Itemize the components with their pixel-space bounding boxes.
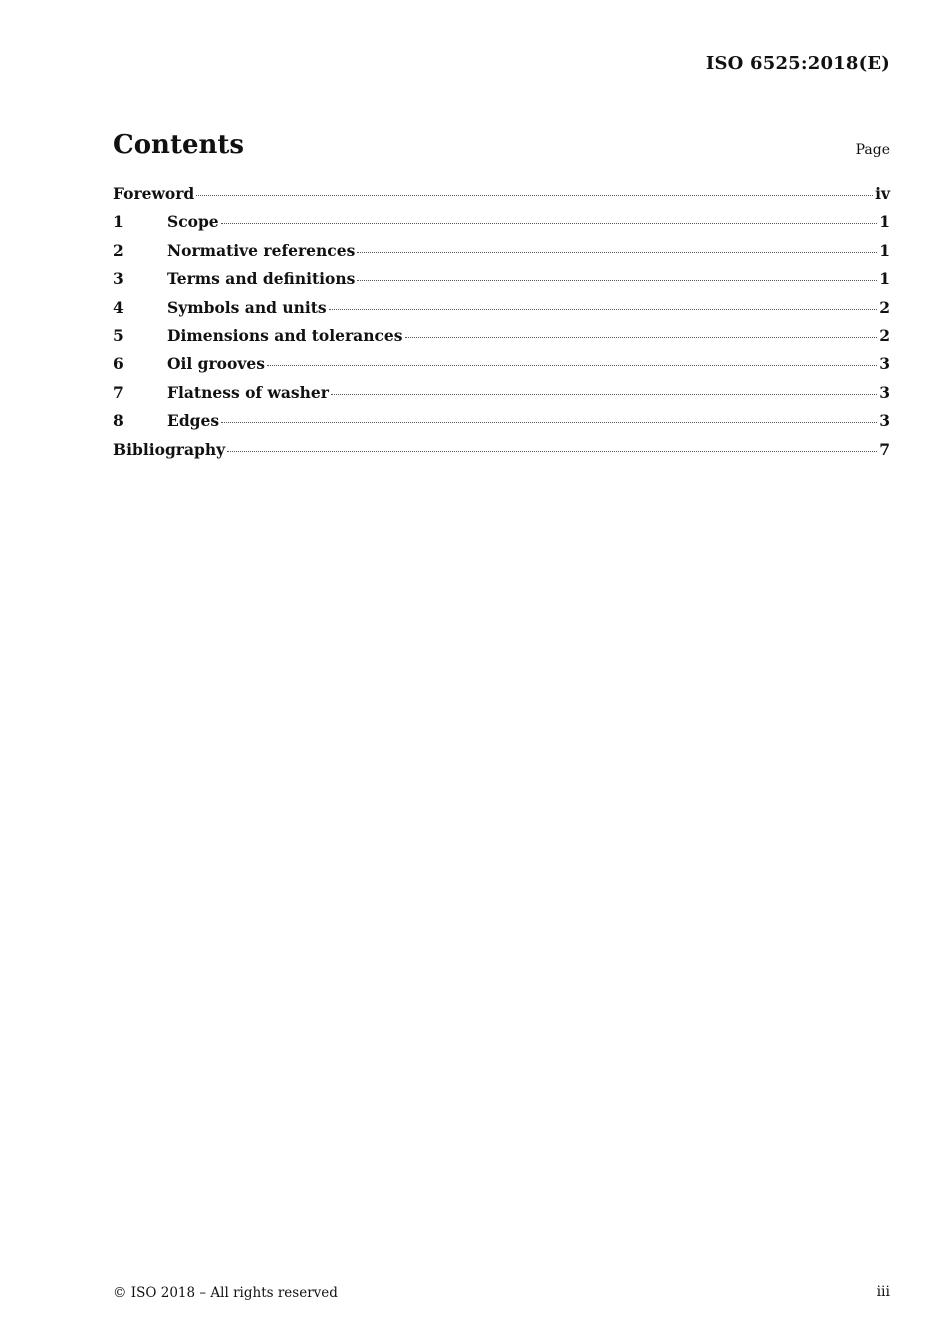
toc-entry-number: 7 <box>113 382 124 402</box>
dot-leader <box>405 337 878 338</box>
toc-entry-label: Symbols and units <box>167 297 327 317</box>
toc-entry-bibliography[interactable] <box>113 440 890 468</box>
toc-entry-label: Scope <box>167 212 219 232</box>
copyright-notice: © ISO 2018 – All rights reserved <box>113 1285 338 1301</box>
toc-entry-page: 1 <box>879 212 890 232</box>
toc-entry-label: Terms and definitions <box>167 269 356 289</box>
toc-entry-number: 4 <box>113 297 124 317</box>
toc-entry-number: 1 <box>113 212 124 232</box>
dot-leader <box>357 252 877 253</box>
toc-entry-scope[interactable] <box>113 212 890 240</box>
toc-entry-page: 2 <box>879 297 890 317</box>
toc-entry-flatness-of-washer[interactable] <box>113 383 890 411</box>
toc-entry-symbols-and-units[interactable] <box>113 298 890 326</box>
toc-entry-page: 2 <box>879 325 890 345</box>
toc-entry-page: 3 <box>879 354 890 374</box>
document-identifier: ISO 6525:2018(E) <box>705 53 890 74</box>
dot-leader <box>331 394 877 395</box>
toc-entry-label: Bibliography <box>113 439 226 459</box>
toc-entry-edges[interactable] <box>113 411 890 439</box>
toc-entry-page: iv <box>875 184 890 203</box>
toc-entry-label: Normative references <box>167 240 356 260</box>
page-column-label: Page <box>855 142 890 158</box>
dot-leader <box>221 422 877 423</box>
toc-entry-normative-references[interactable] <box>113 241 890 269</box>
toc-entry-oil-grooves[interactable] <box>113 354 890 382</box>
dot-leader <box>267 365 877 366</box>
toc-entry-number: 8 <box>113 411 124 431</box>
toc-entry-page: 7 <box>879 439 890 459</box>
page-number: iii <box>876 1284 890 1300</box>
dot-leader <box>227 451 877 452</box>
toc-entry-number: 2 <box>113 240 124 260</box>
dot-leader <box>221 223 878 224</box>
dot-leader <box>196 195 873 196</box>
toc-entry-number: 3 <box>113 269 124 289</box>
toc-entry-label: Edges <box>167 411 220 431</box>
toc-entry-number: 5 <box>113 325 124 345</box>
toc-entry-number: 6 <box>113 354 124 374</box>
toc-entry-page: 3 <box>879 411 890 431</box>
dot-leader <box>357 280 877 281</box>
toc-entry-terms-and-definitions[interactable] <box>113 269 890 297</box>
toc-entry-page: 3 <box>879 382 890 402</box>
toc-entry-dimensions-and-tolerances[interactable] <box>113 326 890 354</box>
contents-title: Contents <box>113 130 245 160</box>
table-of-contents <box>113 184 890 468</box>
toc-entry-label: Oil grooves <box>167 354 265 374</box>
toc-entry-label: Flatness of washer <box>167 382 329 402</box>
toc-entry-foreword[interactable] <box>113 184 890 212</box>
toc-entry-page: 1 <box>879 269 890 289</box>
toc-entry-label: Dimensions and tolerances <box>167 325 403 345</box>
toc-entry-page: 1 <box>879 240 890 260</box>
toc-entry-label: Foreword <box>113 184 195 203</box>
dot-leader <box>329 309 878 310</box>
